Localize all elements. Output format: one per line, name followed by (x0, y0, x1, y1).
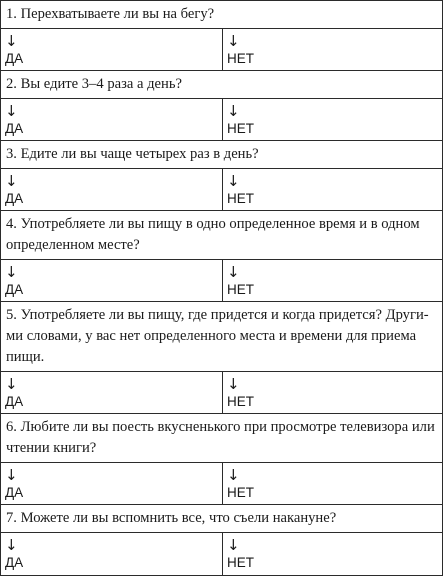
arrow-down-icon: ↓ (227, 171, 240, 190)
answer-yes-cell (1, 463, 223, 504)
question-text: 3. Едите ли вы чаще четырех раз в день? (1, 141, 442, 169)
arrow-down-icon: ↓ (227, 262, 240, 281)
answer-no-label: НЕТ (227, 555, 254, 570)
question-text: 5. Употребляете ли вы пищу, где придется и когда придется? Другими словами, у вас нет определенного места и времени для приема пищи. (1, 302, 442, 372)
arrow-down-icon: ↓ (5, 262, 18, 281)
answer-yes-cell (1, 169, 223, 210)
answer-yes-label: ДА (5, 190, 24, 206)
answer-yes-cell (1, 99, 223, 140)
answer-no-label: НЕТ (227, 120, 254, 136)
answer-no-label: НЕТ (227, 484, 254, 500)
arrow-down-icon: ↓ (5, 465, 18, 484)
answer-no-cell (223, 29, 442, 70)
answer-no-cell (223, 99, 442, 140)
answer-yes-label: ДА (5, 393, 24, 409)
question-text: 1. Перехватываете ли вы на бегу? (1, 1, 442, 29)
arrow-down-icon: ↓ (227, 31, 240, 50)
question-text: 2. Вы едите 3–4 раза а день? (1, 71, 442, 99)
arrow-down-icon: ↓ (5, 536, 18, 554)
answer-no-cell (223, 169, 442, 210)
arrow-down-icon: ↓ (227, 536, 240, 554)
answer-no-label: НЕТ (227, 50, 254, 66)
arrow-down-icon: ↓ (227, 465, 240, 484)
answer-row (1, 533, 442, 575)
answer-no-cell (223, 463, 442, 504)
answer-yes-cell (1, 372, 223, 413)
answer-yes-cell (1, 29, 223, 70)
answer-no-cell (223, 533, 442, 575)
answer-no-label: НЕТ (227, 281, 254, 297)
answer-no-label: НЕТ (227, 393, 254, 409)
question-text: 6. Любите ли вы поесть вкусненького при просмотре телевизора или чтении книги? (1, 414, 442, 463)
arrow-down-icon: ↓ (227, 374, 240, 393)
answer-yes-label: ДА (5, 281, 24, 297)
arrow-down-icon: ↓ (5, 374, 18, 393)
answer-no-cell (223, 372, 442, 413)
answer-yes-cell (1, 533, 223, 575)
arrow-down-icon: ↓ (227, 101, 240, 120)
answer-no-cell (223, 260, 442, 301)
answer-row (1, 99, 442, 141)
answer-row (1, 372, 442, 414)
arrow-down-icon: ↓ (5, 101, 18, 120)
question-text: 4. Употребляете ли вы пищу в одно определенное время и в одном определенном месте? (1, 211, 442, 260)
answer-yes-label: ДА (5, 50, 24, 66)
answer-yes-label: ДА (5, 555, 24, 570)
answer-yes-label: ДА (5, 484, 24, 500)
answer-no-label: НЕТ (227, 190, 254, 206)
arrow-down-icon: ↓ (5, 31, 18, 50)
answer-yes-cell (1, 260, 223, 301)
question-text: 7. Можете ли вы вспомнить все, что съели накануне? (1, 505, 442, 533)
answer-yes-label: ДА (5, 120, 24, 136)
answer-row (1, 260, 442, 302)
arrow-down-icon: ↓ (5, 171, 18, 190)
answer-row (1, 169, 442, 211)
answer-row (1, 463, 442, 505)
answer-row (1, 29, 442, 71)
